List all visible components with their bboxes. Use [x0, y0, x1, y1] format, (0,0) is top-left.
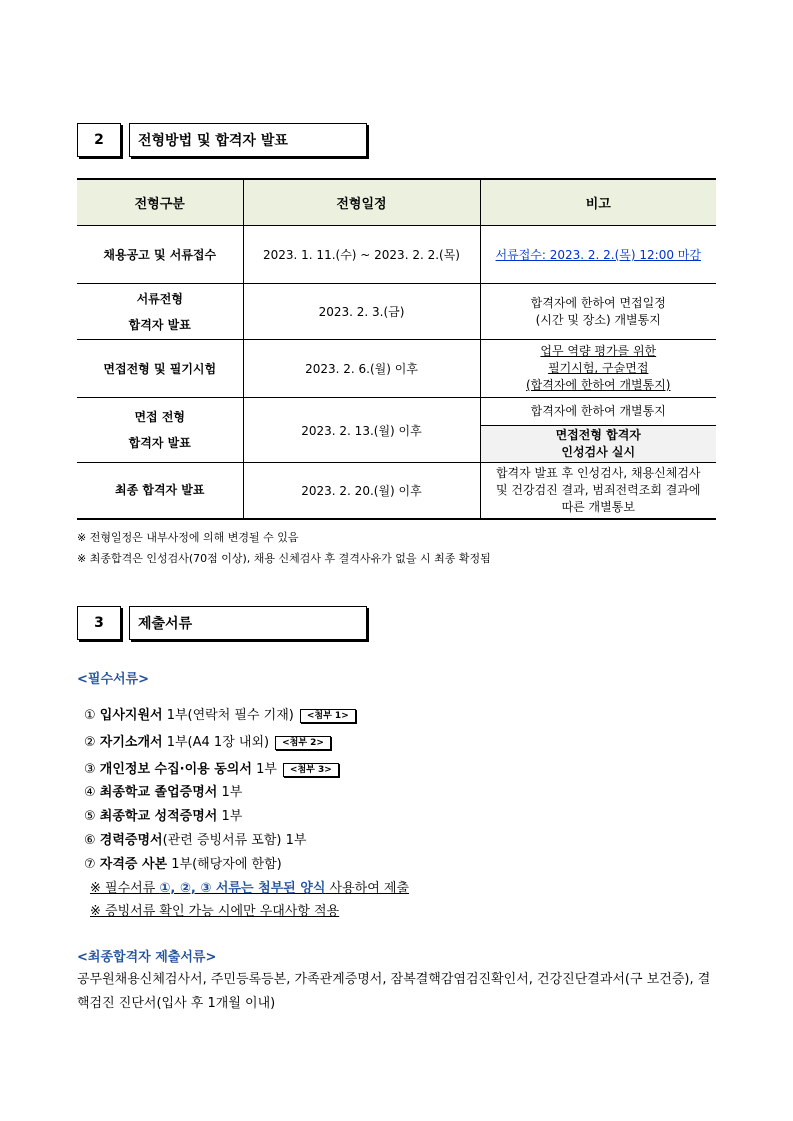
item-desc: 1부 — [217, 809, 243, 824]
note-subcell — [480, 426, 716, 463]
list-item — [84, 704, 356, 723]
list-item — [84, 781, 242, 800]
note-line: (시간 및 장소) 개별통지 — [535, 312, 661, 327]
item-number: ⑤ — [84, 809, 96, 824]
section-title: 전형방법 및 합격자 발표 — [129, 123, 367, 157]
table-row — [77, 284, 716, 340]
item-name: 개인정보 수집·이용 동의서 — [99, 762, 252, 777]
note-line: 필기시험, 구술면접 — [548, 361, 649, 375]
deadline-link[interactable]: 서류접수: 2023. 2. 2.(목) 12:00 마감 — [495, 248, 701, 262]
note-cell — [480, 340, 716, 398]
note-line: 인성검사 실시 — [561, 445, 636, 459]
stage-cell: 채용공고 및 서류접수 — [77, 226, 243, 284]
list-item — [84, 758, 339, 777]
date-cell: 2023. 2. 6.(월) 이후 — [243, 340, 480, 398]
note-line: 따른 개별통보 — [561, 499, 635, 514]
footnote: ※ 전형일정은 내부사정에 의해 변경될 수 있음 — [77, 531, 299, 544]
section-number: 2 — [77, 123, 121, 157]
column-header: 전형구분 — [77, 179, 243, 226]
preference-note: ※ 증빙서류 확인 가능 시에만 우대사항 적용 — [90, 904, 340, 919]
stage-cell: 최종 합격자 발표 — [77, 463, 243, 519]
note-text: 사용하여 제출 — [325, 881, 410, 896]
note-cell: 합격자에 한하여 개별통지 — [480, 398, 716, 426]
note-line: 합격자 발표 후 인성검사, 채용신체검사 — [495, 465, 701, 480]
item-number: ⑦ — [84, 857, 96, 872]
stage-line: 합격자 발표 — [128, 317, 191, 332]
item-number: ② — [84, 735, 96, 750]
item-number: ④ — [84, 785, 96, 800]
item-name: 최종학교 성적증명서 — [99, 809, 218, 824]
section-3-header — [77, 606, 367, 640]
item-name: 입사지원서 — [99, 708, 163, 723]
required-note — [90, 877, 409, 896]
table-row — [77, 340, 716, 398]
item-name: 자격증 사본 — [99, 857, 168, 872]
item-desc: 1부(연락처 필수 기재) — [162, 708, 294, 723]
item-desc: (관련 증빙서류 포함) 1부 — [162, 833, 307, 848]
attachment-tag: <첨부 1> — [300, 709, 356, 723]
stage-cell — [77, 398, 243, 463]
note-line: 및 건강검진 결과, 범죄전력조회 결과에 — [495, 482, 701, 497]
note-cell — [480, 226, 716, 284]
stage-cell — [77, 284, 243, 340]
list-item — [84, 731, 331, 750]
item-number: ⑥ — [84, 833, 96, 848]
item-name: 최종학교 졸업증명서 — [99, 785, 218, 800]
stage-line: 합격자 발표 — [128, 436, 191, 450]
note-line: 면접전형 합격자 — [555, 428, 641, 442]
stage-cell: 면접전형 및 필기시험 — [77, 340, 243, 398]
date-cell: 2023. 2. 3.(금) — [243, 284, 480, 340]
note-text: ※ 필수서류 — [90, 881, 160, 896]
list-item — [84, 805, 242, 824]
footnote: ※ 최종합격은 인성검사(70점 이상), 채용 신체검사 후 결격사유가 없을 시 최종 확정됨 — [77, 552, 491, 565]
note-cell — [480, 463, 716, 519]
date-cell: 2023. 2. 13.(월) 이후 — [243, 398, 480, 463]
attachment-tag: <첨부 2> — [275, 736, 331, 750]
item-number: ③ — [84, 762, 96, 777]
table-row — [77, 463, 716, 519]
table-row — [77, 226, 716, 284]
stage-line: 면접 전형 — [134, 410, 186, 424]
note-line: (합격자에 한하여 개별통지) — [525, 378, 671, 392]
section-number: 3 — [77, 606, 121, 640]
note-highlight: ①, ②, ③ 서류는 첨부된 양식 — [159, 881, 326, 896]
final-docs-text: 공무원채용신체검사서, 주민등록등본, 가족관계증명서, 잠복결핵감염검진확인서, 건강진단결과서(구 보건증), 결핵검진 진단서(입사 후 1개월 이내) — [77, 972, 711, 1011]
column-header: 전형일정 — [243, 179, 480, 226]
date-cell: 2023. 1. 11.(수) ~ 2023. 2. 2.(목) — [243, 226, 480, 284]
item-name: 경력증명서 — [99, 833, 163, 848]
list-item — [84, 853, 282, 872]
item-desc: 1부(A4 1장 내외) — [162, 735, 270, 750]
date-cell: 2023. 2. 20.(월) 이후 — [243, 463, 480, 519]
table-row — [77, 398, 716, 426]
note-line: 업무 역량 평가를 위한 — [540, 344, 657, 358]
item-desc: 1부 — [217, 785, 243, 800]
note-line: 합격자에 한하여 면접일정 — [530, 295, 666, 310]
column-header: 비고 — [480, 179, 716, 226]
table-header-row — [77, 179, 716, 226]
list-item — [84, 829, 306, 848]
section-2-header — [77, 123, 367, 157]
item-number: ① — [84, 708, 96, 723]
section-title: 제출서류 — [129, 606, 367, 640]
item-desc: 1부 — [251, 762, 277, 777]
required-docs-heading: <필수서류> — [77, 672, 150, 687]
attachment-tag: <첨부 3> — [283, 763, 339, 777]
item-name: 자기소개서 — [99, 735, 163, 750]
item-desc: 1부(해당자에 한함) — [167, 857, 282, 872]
stage-line: 서류전형 — [136, 291, 183, 306]
note-cell — [480, 284, 716, 340]
final-docs-heading: <최종합격자 제출서류> — [77, 950, 217, 965]
schedule-table — [77, 178, 716, 520]
